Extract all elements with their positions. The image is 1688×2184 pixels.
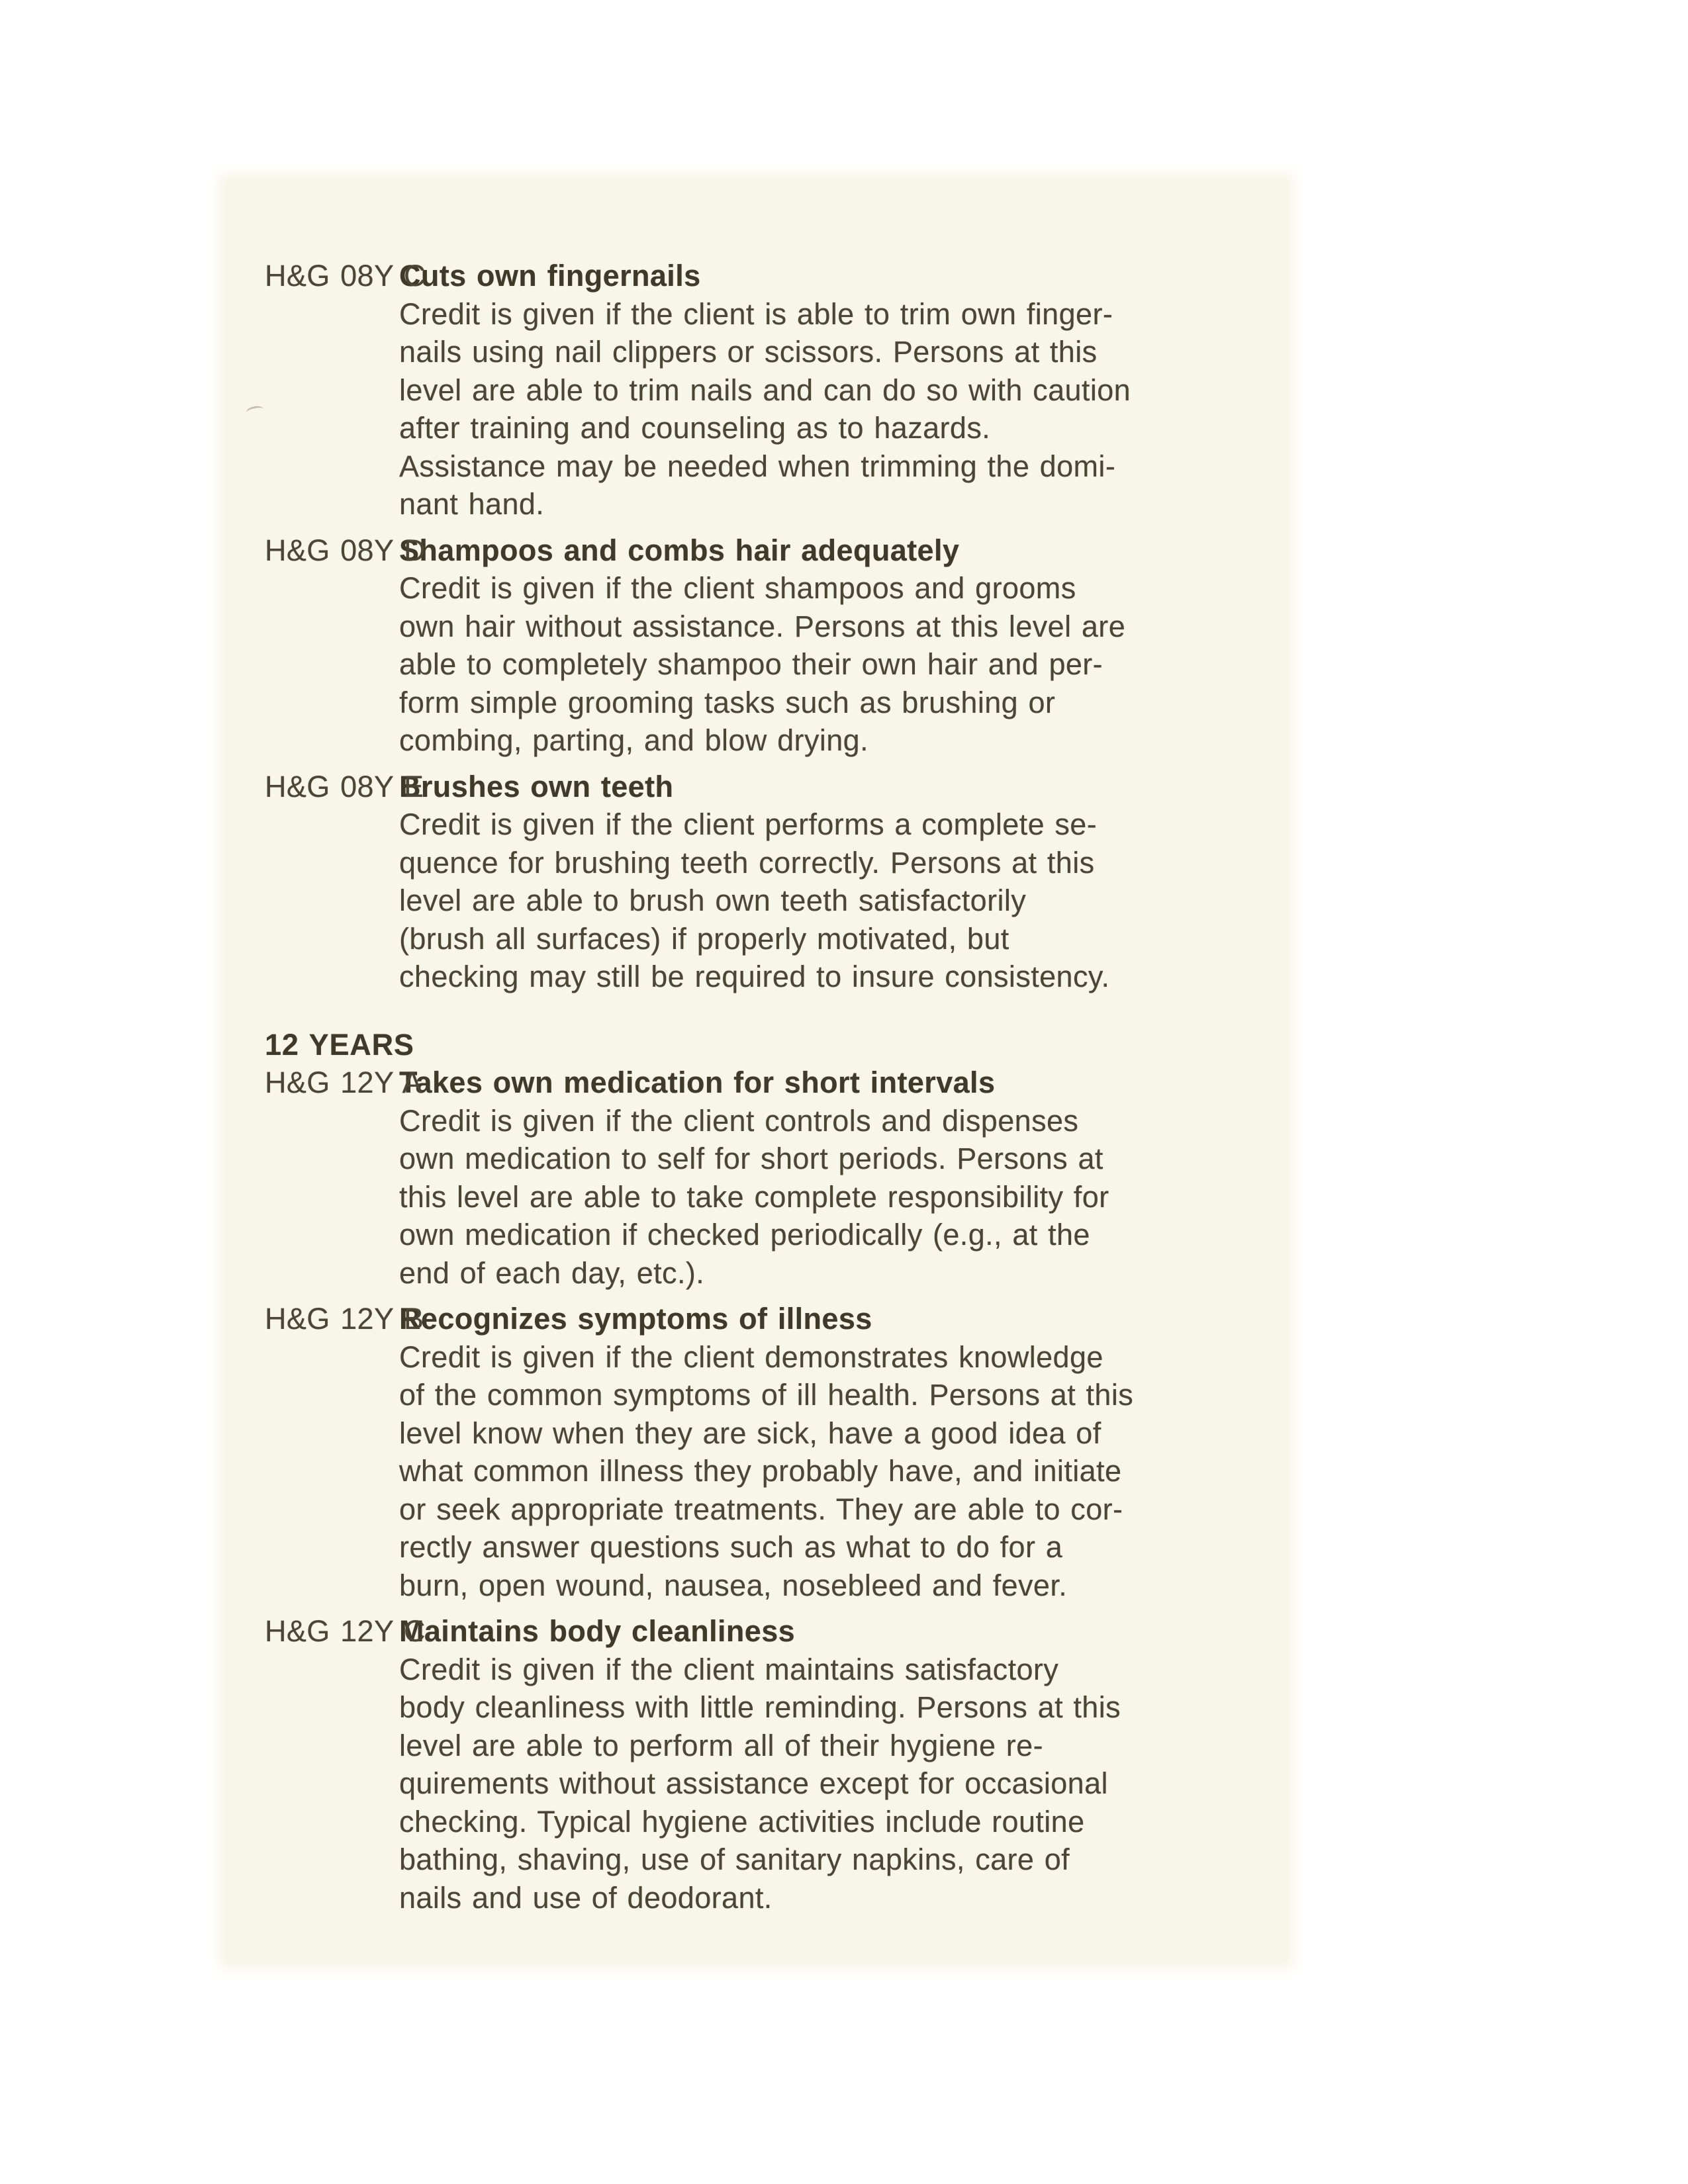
entry-body-line: Credit is given if the client maintains satisfactory	[399, 1652, 1059, 1686]
entry-code: H&G 12Y A	[265, 1066, 422, 1099]
entry-code: H&G 12Y C	[265, 1614, 426, 1648]
entry-description	[399, 531, 1271, 760]
assessment-entry	[265, 257, 1271, 523]
entry-code: H&G 08Y D	[265, 533, 426, 567]
entry-code: H&G 08Y E	[265, 769, 424, 803]
entry-body-line: Credit is given if the client controls and dispenses	[399, 1103, 1079, 1138]
entry-body-line: quence for brushing teeth correctly. Persons at this	[399, 845, 1095, 880]
entry-body-line: end of each day, etc.).	[399, 1255, 705, 1290]
assessment-entry	[265, 1064, 1271, 1292]
entry-body-line: combing, parting, and blow drying.	[399, 723, 868, 757]
entry-body-line: level are able to perform all of their hygiene re-	[399, 1728, 1043, 1762]
entry-code: H&G 08Y C	[265, 259, 426, 293]
assessment-entry	[265, 1612, 1271, 1917]
entry-body-line: checking may still be required to insure consistency.	[399, 960, 1110, 993]
entry-body-line: after training and counseling as to hazards.	[399, 411, 991, 445]
entry-description	[399, 1612, 1271, 1917]
entry-title: Brushes own teeth	[399, 769, 674, 803]
entry-code: H&G 12Y B	[265, 1302, 424, 1336]
entry-body-line: nant hand.	[399, 487, 545, 521]
entry-title: Maintains body cleanliness	[399, 1614, 796, 1648]
entry-description	[399, 768, 1271, 996]
entry-body-line: Credit is given if the client is able to trim own finger-	[399, 296, 1113, 331]
entry-body-line: Credit is given if the client performs a complete se-	[399, 807, 1098, 841]
entry-description	[399, 1064, 1271, 1292]
entry-body-line: what common illness they probably have, and initiate	[399, 1454, 1122, 1488]
entry-body-line: nails and use of deodorant.	[399, 1880, 773, 1915]
entry-body-line: own medication if checked periodically (e.g., at the	[399, 1218, 1090, 1251]
entry-body-line: level are able to trim nails and can do so with caution	[399, 373, 1131, 407]
sections	[265, 257, 1271, 1917]
entry-body-line: Credit is given if the client shampoos and grooms	[399, 571, 1076, 605]
entry-body-line: rectly answer questions such as what to do for a	[399, 1530, 1063, 1564]
entry-body-line: nails using nail clippers or scissors. Persons at this	[399, 335, 1098, 369]
entry-body-line: body cleanliness with little reminding. Persons at this	[399, 1690, 1121, 1724]
entry-body-line: able to completely shampoo their own hair and per-	[399, 647, 1103, 681]
entry-body-line: burn, open wound, nausea, nosebleed and fever.	[399, 1568, 1068, 1602]
entry-body-line: (brush all surfaces) if properly motivated, but	[399, 921, 1009, 956]
entry-body-line: own medication to self for short periods. Persons at	[399, 1142, 1103, 1175]
entry-body-line: own hair without assistance. Persons at this level are	[399, 609, 1126, 643]
entry-description	[399, 257, 1271, 523]
entry-body-line: Credit is given if the client demonstrates knowledge	[399, 1340, 1103, 1374]
assessment-entry	[265, 531, 1271, 760]
entry-body-line: level know when they are sick, have a good idea of	[399, 1416, 1102, 1450]
entry-body-line: of the common symptoms of ill health. Persons at this	[399, 1378, 1134, 1412]
entry-title: Shampoos and combs hair adequately	[399, 533, 960, 567]
age-group-heading: 12 YEARS	[265, 1027, 414, 1062]
entry-description	[399, 1300, 1271, 1604]
entry-body-line: this level are able to take complete responsibility for	[399, 1179, 1109, 1214]
assessment-entry	[265, 1300, 1271, 1604]
entry-title: Cuts own fingernails	[399, 259, 701, 293]
entry-title: Recognizes symptoms of illness	[399, 1302, 872, 1336]
entry-body-line: level are able to brush own teeth satisfactorily	[399, 884, 1027, 917]
scanned-page	[225, 180, 1288, 1962]
entry-body-line: or seek appropriate treatments. They are able to cor-	[399, 1492, 1123, 1526]
entry-body-line: form simple grooming tasks such as brushing or	[399, 685, 1056, 719]
entry-body-line: bathing, shaving, use of sanitary napkins, care of	[399, 1843, 1070, 1876]
entry-body-line: Assistance may be needed when trimming the domi-	[399, 449, 1116, 483]
entry-body-line: quirements without assistance except for occasional	[399, 1766, 1108, 1800]
pencil-mark	[246, 404, 264, 416]
entry-title: Takes own medication for short intervals	[399, 1066, 996, 1099]
entry-body-line: checking. Typical hygiene activities include routine	[399, 1804, 1085, 1839]
assessment-entry	[265, 768, 1271, 996]
